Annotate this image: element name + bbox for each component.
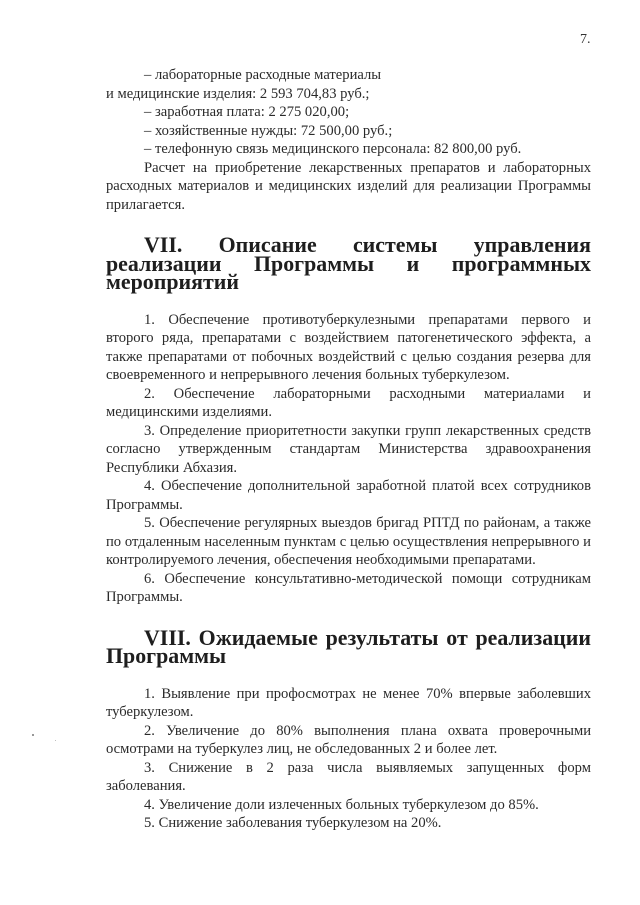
list-item: 1. Обеспечение противотуберкулезными препаратами первого и второго ряда, препаратами с воздействием патогенетического эффекта, а также препаратами от побочных воздействий с целью создания резерва для своевременного и непрерывного лечения больных туберкулезом. <box>106 311 591 383</box>
scan-speck <box>32 734 34 736</box>
cost-list <box>106 66 591 214</box>
cost-line: – телефонную связь медицинского персонала: 82 800,00 руб. <box>144 141 522 157</box>
list-item: 1. Выявление при профосмотрах не менее 70% впервые заболевших туберкулезом. <box>106 685 591 720</box>
scan-speck <box>55 740 56 741</box>
section-heading-viii: VIII. Ожидаемые результаты от реализации Программы <box>106 624 591 668</box>
section-heading-vii: VII. Описание системы управления реализации Программы и программных мероприятий <box>106 232 591 294</box>
list-item: 6. Обеспечение консультативно-методической помощи сотрудникам Программы. <box>106 570 591 605</box>
page-content <box>106 66 591 833</box>
cost-line: – лабораторные расходные материалы <box>144 67 382 83</box>
page-number: 7. <box>580 32 591 47</box>
cost-line: и медицинские изделия: 2 593 704,83 руб.; <box>106 85 370 102</box>
list-item: 3. Снижение в 2 раза числа выявляемых запущенных форм заболевания. <box>106 759 591 794</box>
list-item: 5. Обеспечение регулярных выездов бригад РПТД по районам, а также по отдаленным населенным пунктам с целью осуществления непрерывного и контролируемого лечения, обеспечения необходимыми препаратами. <box>106 515 591 568</box>
list-item: 4. Обеспечение дополнительной заработной платой всех сотрудников Программы. <box>106 478 591 513</box>
section-vii-list <box>106 311 591 607</box>
list-item: 3. Определение приоритетности закупки групп лекарственных средств согласно утвержденным стандартам Министерства здравоохранения Республики Абхазия. <box>106 422 591 476</box>
list-item: 4. Увеличение доли излеченных больных туберкулезом до 85%. <box>144 796 539 813</box>
list-item: 2. Обеспечение лабораторными расходными материалами и медицинскими изделиями. <box>106 385 591 420</box>
cost-note: Расчет на приобретение лекарственных препаратов и лабораторных расходных материалов и медицинских изделий для реализации Программы прилагается. <box>106 159 591 213</box>
section-viii-list <box>106 685 591 833</box>
list-item: 2. Увеличение до 80% выполнения плана охвата проверочными осмотрами на туберкулез лиц, не обследованных 2 и более лет. <box>106 722 591 757</box>
list-item: 5. Снижение заболевания туберкулезом на 20%. <box>144 815 442 831</box>
cost-line: – хозяйственные нужды: 72 500,00 руб.; <box>144 122 393 139</box>
cost-line: – заработная плата: 2 275 020,00; <box>144 104 350 120</box>
